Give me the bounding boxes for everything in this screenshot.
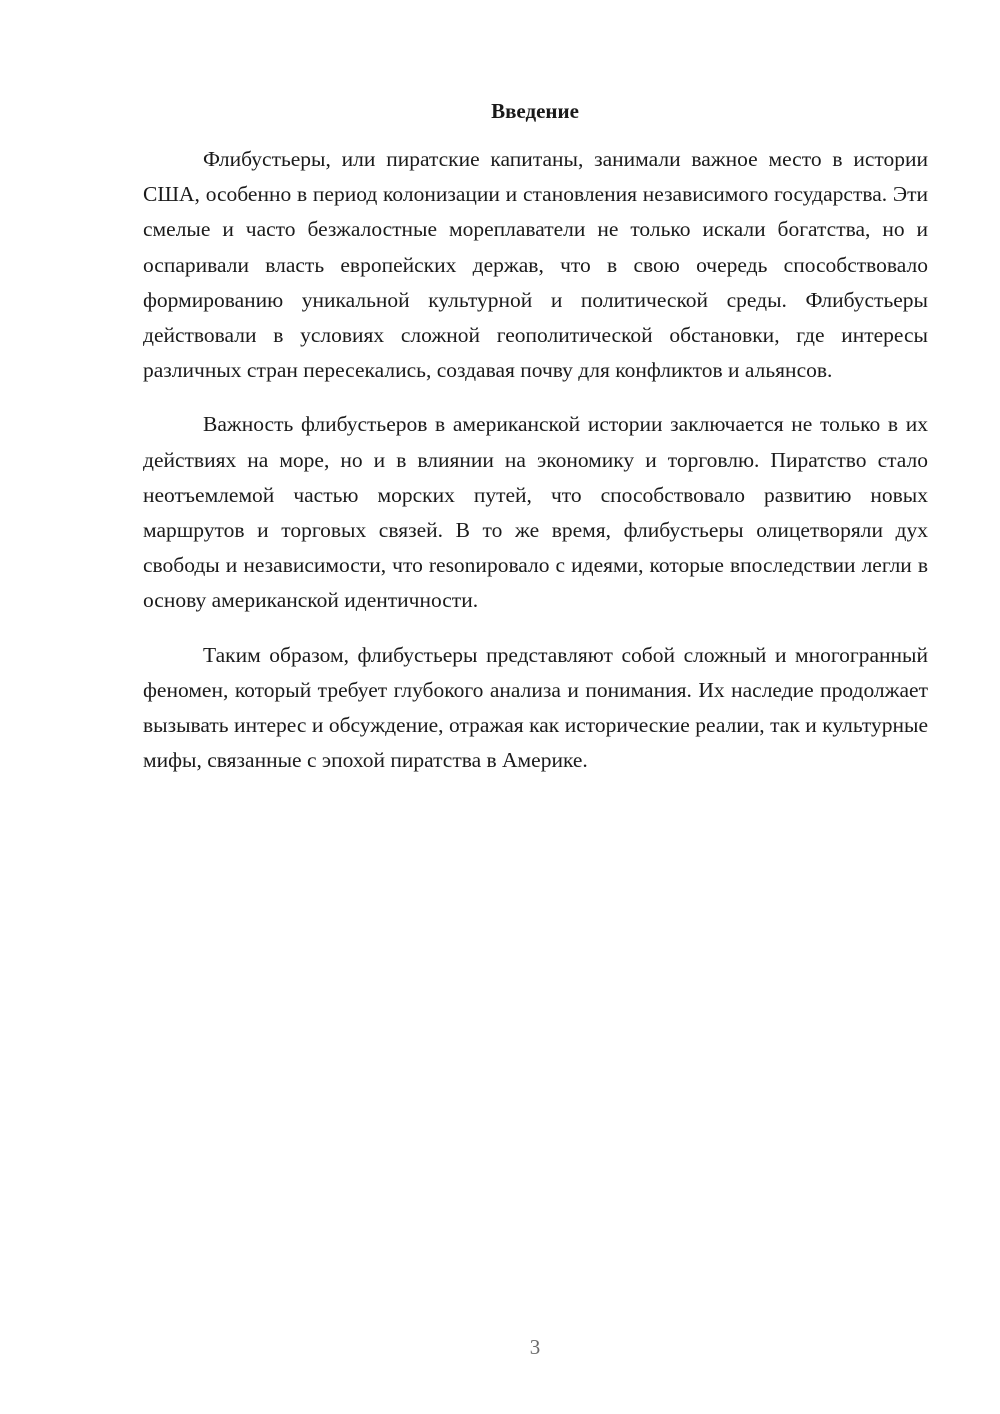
paragraph-3: Таким образом, флибустьеры представляют собой сложный и многогранный феномен, который требует глубокого анализа и понимания. Их наследие продолжает вызывать интерес и обсуждение, отражая как исторические реалии, так и культурные мифы, связанные с эпохой пиратства в Америке. [143,642,928,773]
paragraph-2: Важность флибустьеров в американской истории заключается не только в их действиях на море, но и в влиянии на экономику и торговлю. Пиратство стало неотъемлемой частью морских путей, что способствовало развитию новых маршрутов и торговых связей. В то же время, флибустьеры олицетворяли дух свободы и независимости, что resonировало с идеями, которые впоследствии легли в основу американской идентичности. [143,412,928,613]
body-text [143,142,928,797]
section-heading: Введение [491,99,579,123]
paragraph-1: Флибустьеры, или пиратские капитаны, занимали важное место в истории США, особенно в период колонизации и становления независимого государства. Эти смелые и часто безжалостные мореплаватели не только искали богатства, но и оспаривали власть европейских держав, что в свою очередь способствовало формированию уникальной культурной и политической среды. Флибустьеры действовали в условиях сложной геополитической обстановки, где интересы различных стран пересекались, создавая почву для конфликтов и альянсов. [143,147,928,383]
page-number: 3 [529,1335,541,1359]
